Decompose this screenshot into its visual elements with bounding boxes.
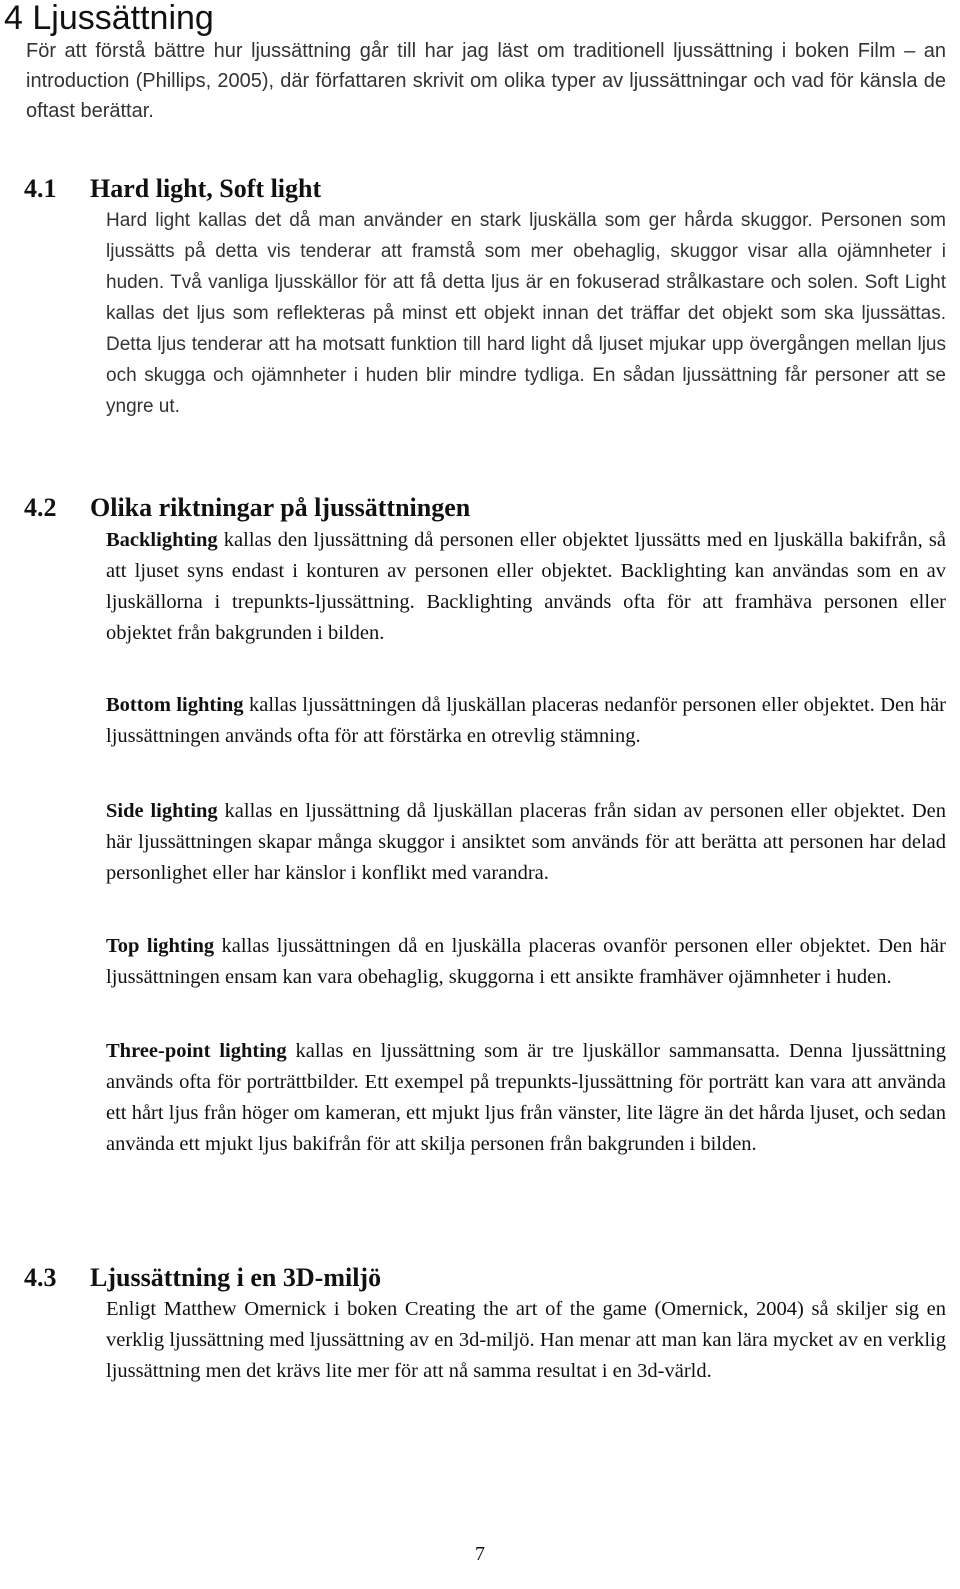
- term-top-lighting: Top lighting: [106, 935, 215, 957]
- backlighting-paragraph: [106, 525, 946, 649]
- top-lighting-paragraph: [106, 931, 946, 993]
- section-heading-4-1: [24, 172, 321, 206]
- section-title: Hard light, Soft light: [90, 174, 322, 203]
- section-heading-4-3: [24, 1261, 381, 1295]
- section-title: Ljussättning i en 3D-miljö: [90, 1263, 382, 1292]
- backlighting-text: kallas den ljussättning då personen eller objektet ljussätts med en ljuskälla bakifrån, så att ljuset syns endast i konturen av personen eller objektet. Backlighting kan användas som en av ljuskällorna i trepunkts-ljussättning. Backlighting används ofta för att framhäva personen eller objektet från bakgrunden i bilden.: [106, 529, 946, 644]
- section-number: 4.2: [24, 493, 57, 522]
- chapter-intro-paragraph: För att förstå bättre hur ljussättning går till har jag läst om traditionell ljussättning i boken Film – an introduction (Phillips, 2005), där författaren skrivit om olika typer av ljussättningar och vad för känsla de oftast berättar.: [26, 40, 946, 122]
- term-three-point-lighting: Three-point lighting: [106, 1040, 287, 1062]
- page-number: 7: [475, 1543, 485, 1565]
- term-side-lighting: Side lighting: [106, 800, 218, 822]
- three-point-lighting-text: kallas en ljussättning som är tre ljuskällor sammansatta. Denna ljussättning används ofta för porträttbilder. Ett exempel på trepunkts-ljussättning för porträtt kan vara att använda ett hårt ljus från höger om kameran, ett mjukt ljus från vänster, lite lägre än det hårda ljuset, och sedan använda ett mjukt ljus bakifrån för att skilja personen från bakgrunden i bilden.: [106, 1040, 946, 1155]
- term-backlighting: Backlighting: [106, 529, 218, 551]
- hard-soft-light-paragraph: Hard light kallas det då man använder en stark ljuskälla som ger hårda skuggor. Personen som ljussätts på detta vis tenderar att framstå som mer obehaglig, skuggor visar alla ojämnheter i huden. Två vanliga ljusskällor för att få detta ljus är en fokuserad strålkastare och solen. Soft Light kallas det ljus som reflekteras på minst ett objekt innan det träffar det objekt som ska ljussättas. Detta ljus tenderar att ha motsatt funktion till hard light då ljuset mjukar upp övergången mellan ljus och skugga och ojämnheter i huden blir mindre tydliga. En sådan ljussättning får personer att se yngre ut.: [106, 210, 946, 417]
- top-lighting-text: kallas ljussättningen då en ljuskälla placeras ovanför personen eller objektet. Den här ljussättningen ensam kan vara obehaglig, skuggorna i ett ansikte framhäver ojämnheter i huden.: [106, 935, 946, 988]
- bottom-lighting-paragraph: [106, 690, 946, 752]
- bottom-lighting-text: kallas ljussättningen då ljuskällan placeras nedanför personen eller objektet. Den här ljussättningen används ofta för att förstärka en otrevlig stämning.: [106, 694, 946, 747]
- side-lighting-paragraph: [106, 796, 946, 889]
- section-number: 4.1: [24, 174, 57, 203]
- section-title: Olika riktningar på ljussättningen: [90, 493, 471, 522]
- three-point-lighting-paragraph: [106, 1036, 946, 1160]
- term-bottom-lighting: Bottom lighting: [106, 694, 244, 716]
- side-lighting-text: kallas en ljussättning då ljuskällan placeras från sidan av personen eller objektet. Den här ljussättningen skapar många skuggor i ansiktet som används för att berätta att personen har delad personlighet eller har känslor i konflikt med varandra.: [106, 800, 946, 884]
- section-number: 4.3: [24, 1263, 57, 1292]
- section-heading-4-2: [24, 491, 470, 525]
- chapter-title: 4 Ljussättning: [4, 0, 214, 37]
- 3d-lighting-paragraph: Enligt Matthew Omernick i boken Creating the art of the game (Omernick, 2004) så skiljer sig en verklig ljussättning med ljussättning av en 3d-miljö. Han menar att man kan lära mycket av en verklig ljussättning men det krävs lite mer för att nå samma resultat i en 3d-värld.: [106, 1298, 946, 1382]
